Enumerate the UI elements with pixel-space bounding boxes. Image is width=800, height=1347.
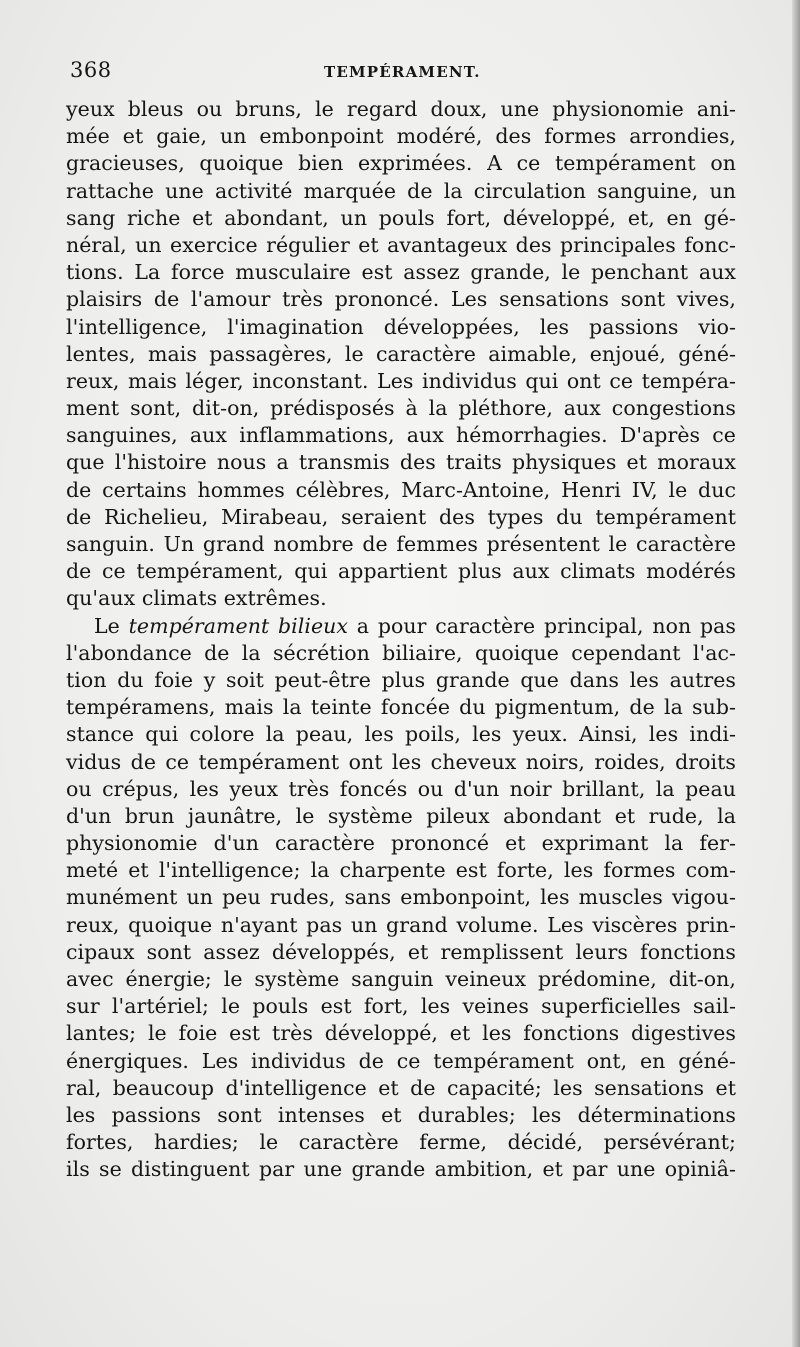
text-line: tion du foie y soit peut-être plus grande que dans les autres bbox=[66, 667, 736, 692]
text-line: ils se distinguent par une grande ambition, et par une opiniâ- bbox=[66, 1157, 736, 1182]
text-line: l'intelligence, l'imagination développées, les passions vio- bbox=[66, 314, 736, 339]
page-number: 368 bbox=[70, 58, 112, 82]
text-line: stance qui colore la peau, les poils, les yeux. Ainsi, les indi- bbox=[66, 722, 736, 747]
text-line: gracieuses, quoique bien exprimées. A ce tempérament on bbox=[66, 151, 736, 176]
body-text bbox=[66, 96, 736, 1184]
text-line: lantes; le foie est très développé, et les fonctions digestives bbox=[66, 1021, 736, 1046]
text-line: de ce tempérament, qui appartient plus aux climats modérés bbox=[66, 559, 736, 584]
text-line: mée et gaie, un embonpoint modéré, des formes arrondies, bbox=[66, 124, 736, 149]
text-line: tions. La force musculaire est assez grande, le penchant aux bbox=[66, 260, 736, 285]
text-line: néral, un exercice régulier et avantageux des principales fonc- bbox=[66, 232, 736, 257]
text-line: yeux bleus ou bruns, le regard doux, une physionomie ani- bbox=[66, 97, 736, 121]
text-line: reux, mais léger, inconstant. Les individus qui ont ce tempéra- bbox=[66, 368, 736, 393]
text-line: énergiques. Les individus de ce tempérament ont, en géné- bbox=[66, 1048, 736, 1073]
text-line: sang riche et abondant, un pouls fort, développé, et, en gé- bbox=[66, 205, 736, 230]
running-title: TEMPÉRAMENT. bbox=[324, 63, 481, 81]
text-line: l'abondance de la sécrétion biliaire, quoique cependant l'ac- bbox=[66, 640, 736, 665]
text-line: d'un brun jaunâtre, le système pileux abondant et rude, la bbox=[66, 803, 736, 828]
paragraph-start-line bbox=[66, 613, 736, 640]
text-line: fortes, hardies; le caractère ferme, décidé, persévérant; bbox=[66, 1130, 736, 1155]
text-line: de certains hommes célèbres, Marc-Antoine, Henri IV, le duc bbox=[66, 477, 736, 502]
text-line: avec énergie; le système sanguin veineux prédomine, dit-on, bbox=[66, 967, 736, 991]
text-line: tempéramens, mais la teinte foncée du pigmentum, de la sub- bbox=[66, 695, 736, 720]
text-line: les passions sont intenses et durables; les déterminations bbox=[66, 1102, 736, 1127]
text-line: ou crépus, les yeux très foncés ou d'un noir brillant, la peau bbox=[66, 776, 736, 801]
text-line: sanguin. Un grand nombre de femmes présentent le caractère bbox=[66, 532, 736, 556]
paragraph-end-line: qu'aux climats extrêmes. bbox=[66, 586, 327, 611]
text-line: lentes, mais passagères, le caractère aimable, enjoué, géné- bbox=[66, 341, 736, 366]
text-line: rattache une activité marquée de la circulation sanguine, un bbox=[66, 178, 736, 203]
paragraph-rest: a pour caractère principal, non pas bbox=[348, 613, 736, 638]
text-line: cipaux sont assez développés, et remplissent leurs fonctions bbox=[66, 939, 736, 964]
page-header bbox=[70, 58, 738, 90]
text-line: ral, beaucoup d'intelligence et de capacité; les sensations et bbox=[66, 1075, 736, 1100]
text-line: reux, quoique n'ayant pas un grand volume. Les viscères prin- bbox=[66, 912, 736, 937]
text-line: munément un peu rudes, sans embonpoint, les muscles vigou- bbox=[66, 885, 736, 910]
text-line: physionomie d'un caractère prononcé et exprimant la fer- bbox=[66, 831, 736, 856]
text-line: vidus de ce tempérament ont les cheveux noirs, roides, droits bbox=[66, 749, 736, 774]
text-line: que l'histoire nous a transmis des traits physiques et moraux bbox=[66, 450, 736, 475]
page-edge-shadow bbox=[792, 0, 800, 1347]
paragraph-lead: Le bbox=[94, 613, 129, 638]
text-line: de Richelieu, Mirabeau, seraient des types du tempérament bbox=[66, 504, 736, 529]
text-line: ment sont, dit-on, prédisposés à la pléthore, aux congestions bbox=[66, 396, 736, 421]
text-line: sanguines, aux inflammations, aux hémorrhagies. D'après ce bbox=[66, 423, 736, 448]
text-line: sur l'artériel; le pouls est fort, les veines superficielles sail- bbox=[66, 994, 736, 1019]
text-line: meté et l'intelligence; la charpente est forte, les formes com- bbox=[66, 858, 736, 883]
italic-term: tempérament bilieux bbox=[128, 613, 349, 638]
text-line: plaisirs de l'amour très prononcé. Les sensations sont vives, bbox=[66, 287, 736, 312]
